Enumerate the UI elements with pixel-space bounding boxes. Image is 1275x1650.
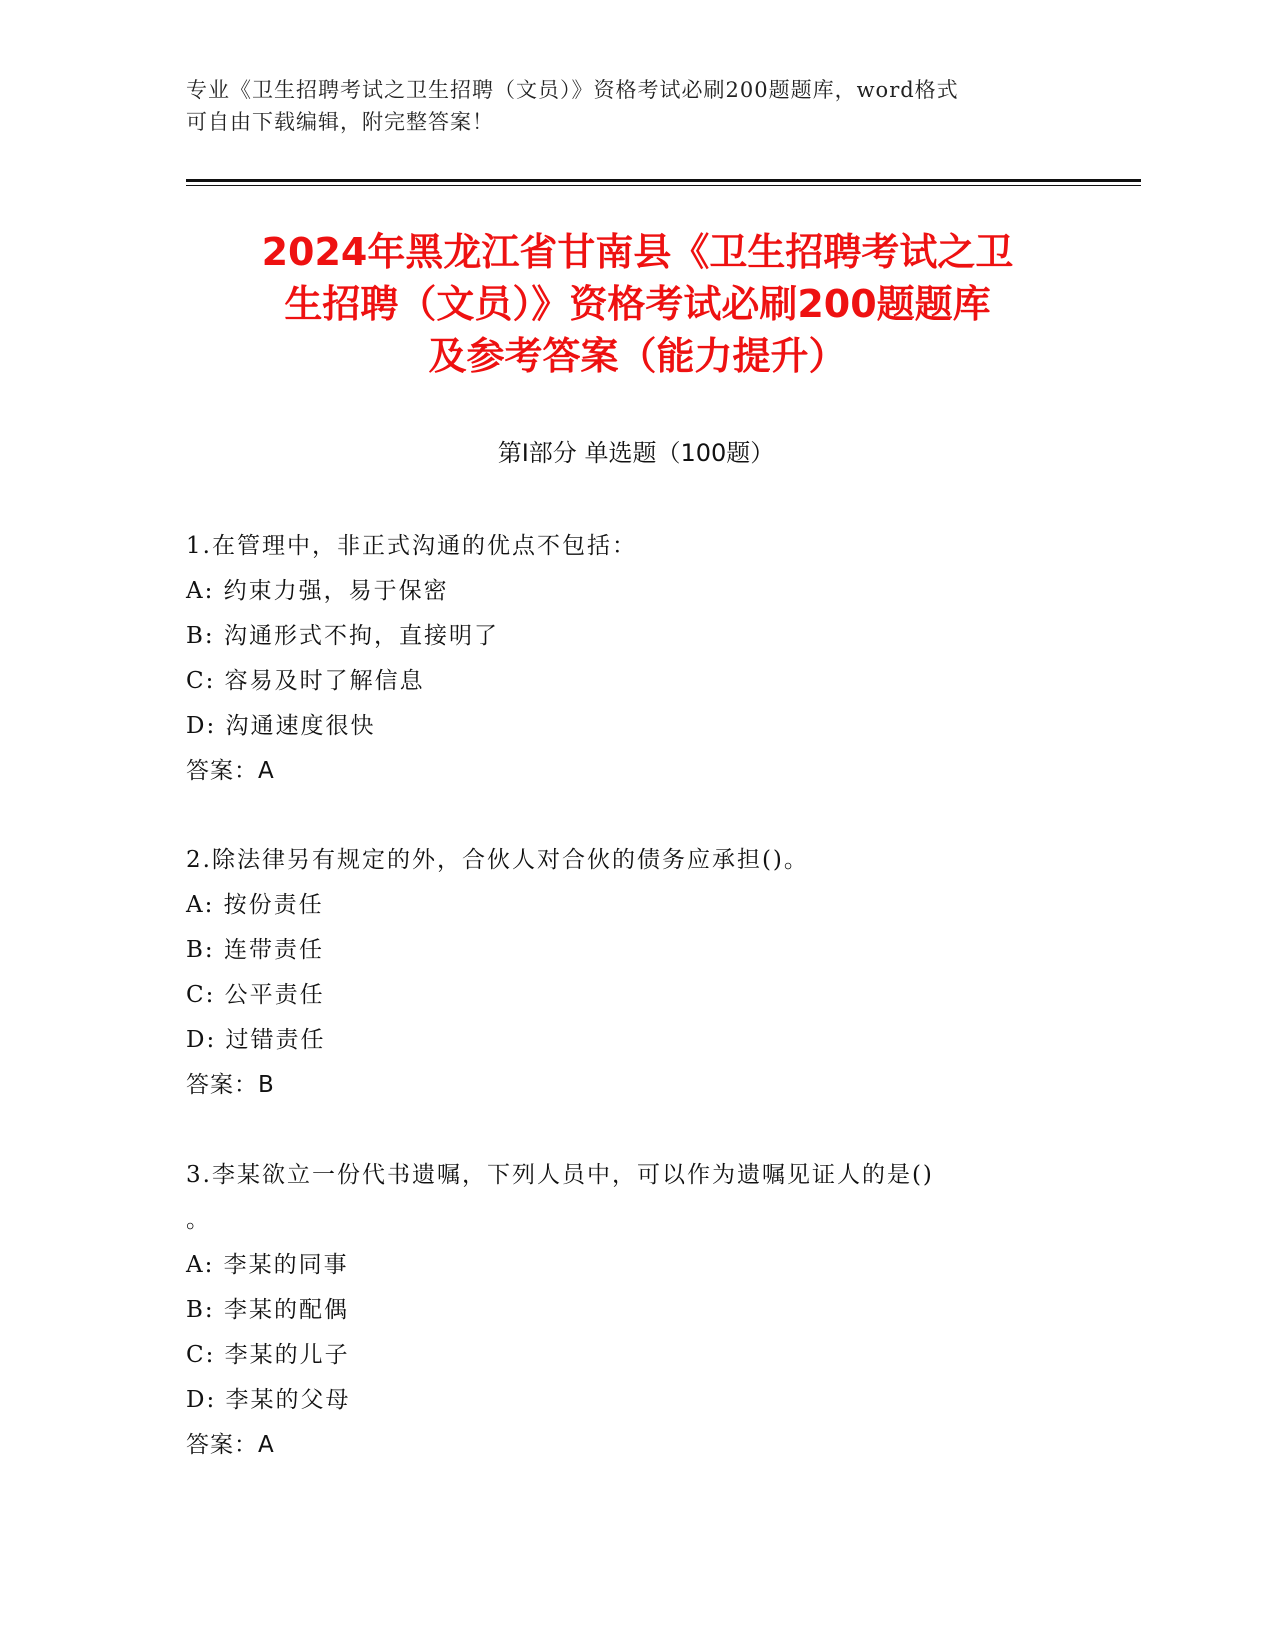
option-d: D: 李某的父母 [186, 1387, 351, 1413]
header-note-line-1: 专业《卫生招聘考试之卫生招聘（文员）》资格考试必刷200题题库，word格式 [186, 78, 959, 102]
header-divider-thick [186, 179, 1141, 182]
section-title: 第I部分 单选题（100题） [497, 439, 775, 467]
answer: 答案：A [186, 758, 275, 784]
title-line-2: 生招聘（文员）》资格考试必刷200题题库 [284, 282, 991, 326]
question-stem: 1.在管理中，非正式沟通的优点不包括： [186, 533, 637, 559]
option-c: C: 李某的儿子 [186, 1342, 350, 1368]
option-d: D: 沟通速度很快 [186, 713, 376, 739]
header-note-line-2: 可自由下载编辑，附完整答案！ [186, 110, 494, 134]
option-a: A: 按份责任 [186, 892, 324, 918]
option-c: C: 容易及时了解信息 [186, 668, 425, 694]
option-b: B: 沟通形式不拘，直接明了 [186, 623, 499, 649]
header-divider-thin [186, 185, 1141, 186]
document-title [180, 226, 1095, 382]
option-a: A: 约束力强，易于保密 [186, 578, 449, 604]
title-line-1: 2024年黑龙江省甘南县《卫生招聘考试之卫 [261, 230, 1014, 274]
header-note [186, 74, 1086, 138]
question-block [186, 838, 1066, 1108]
option-b: B: 连带责任 [186, 937, 324, 963]
title-line-3: 及参考答案（能力提升） [428, 334, 847, 378]
question-stem: 2.除法律另有规定的外，合伙人对合伙的债务应承担()。 [186, 847, 809, 873]
option-d: D: 过错责任 [186, 1027, 326, 1053]
question-block [186, 524, 1066, 794]
answer: 答案：A [186, 1432, 275, 1458]
option-c: C: 公平责任 [186, 982, 325, 1008]
question-stem-continuation: 。 [186, 1207, 211, 1233]
question-stem: 3.李某欲立一份代书遗嘱，下列人员中，可以作为遗嘱见证人的是() [186, 1162, 934, 1188]
option-a: A: 李某的同事 [186, 1252, 349, 1278]
answer: 答案：B [186, 1072, 275, 1098]
question-block [186, 1153, 1066, 1468]
option-b: B: 李某的配偶 [186, 1297, 349, 1323]
